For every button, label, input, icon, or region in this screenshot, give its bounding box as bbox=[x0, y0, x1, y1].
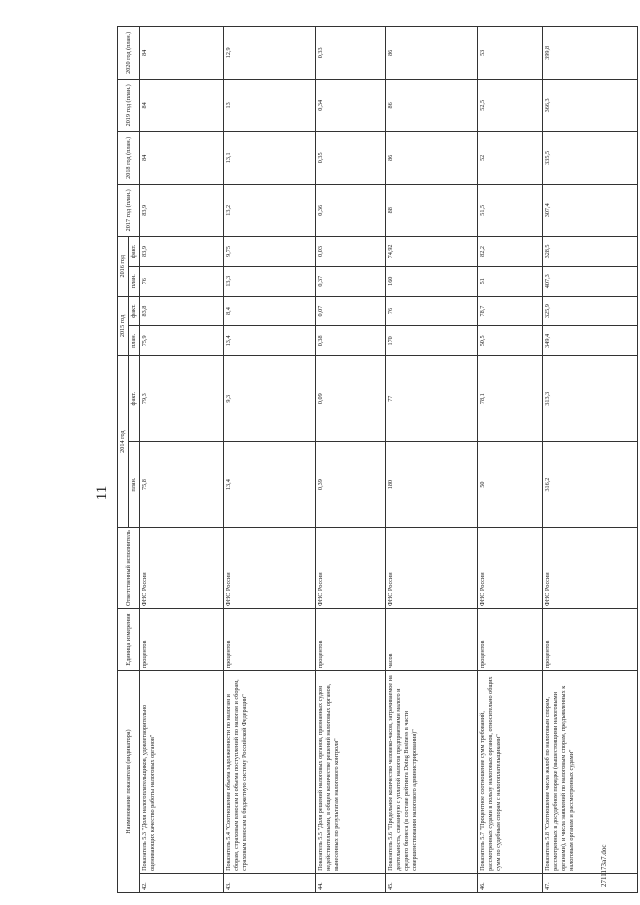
cell-value: 84 bbox=[140, 27, 224, 80]
row-number: 47. bbox=[543, 873, 638, 892]
indicator-name: Показатель 5.7 "Процентное соотношение сумм требований, рассмотренных судами в пользу налоговых органов, относительно общих сумм по судебным спорам с налогоплательщиками" bbox=[478, 671, 543, 874]
header-plan: план. bbox=[129, 266, 140, 296]
cell-value: 170 bbox=[386, 326, 478, 356]
page-number: 11 bbox=[94, 485, 110, 501]
cell-value: 399,8 bbox=[543, 27, 638, 80]
row-number: 45. bbox=[386, 873, 478, 892]
cell-value: 0,09 bbox=[316, 356, 386, 442]
header-2020: 2020 год (план.) bbox=[118, 27, 140, 80]
header-2018: 2018 год (план.) bbox=[118, 132, 140, 184]
row-number: 44. bbox=[316, 873, 386, 892]
cell-value: 82,2 bbox=[478, 237, 543, 267]
cell-value: 160 bbox=[386, 266, 478, 296]
cell-value: 407,3 bbox=[543, 266, 638, 296]
indicator-name: Показатель 5.8 "Соотношение числа жалоб по налоговым спорам, рассмотренных в досудебном порядке (вышестоящими налоговыми органами), и числа заявлений по налоговым спорам, предъявленных к налоговым органам и рассмотренных судами" bbox=[543, 671, 638, 874]
cell-value: 75,9 bbox=[140, 326, 224, 356]
unit-cell: процентов bbox=[224, 609, 316, 671]
cell-value: 88 bbox=[386, 184, 478, 236]
cell-value: 366,3 bbox=[543, 79, 638, 131]
cell-value: 84 bbox=[140, 79, 224, 131]
table-row bbox=[386, 27, 478, 893]
unit-cell: процентов bbox=[543, 609, 638, 671]
cell-value: 0,07 bbox=[316, 296, 386, 326]
cell-value: 52,5 bbox=[478, 79, 543, 131]
cell-value: 316,2 bbox=[543, 442, 638, 528]
cell-value: 180 bbox=[386, 442, 478, 528]
executor-cell: ФНС России bbox=[386, 528, 478, 609]
cell-value: 325,9 bbox=[543, 296, 638, 326]
indicators-table bbox=[117, 26, 638, 893]
cell-value: 84 bbox=[140, 132, 224, 184]
cell-value: 51,5 bbox=[478, 184, 543, 236]
indicator-name: Показатель 5.5 "Доля решений налоговых органов, признанных судом недействительными, в общем количестве решений налоговых органов, вынесенных по результатам налогового контроля" bbox=[316, 671, 386, 874]
table-row bbox=[140, 27, 224, 893]
executor-cell: ФНС России bbox=[478, 528, 543, 609]
cell-value: 86 bbox=[386, 132, 478, 184]
cell-value: 313,3 bbox=[543, 356, 638, 442]
cell-value: 307,4 bbox=[543, 184, 638, 236]
header-2017: 2017 год (план.) bbox=[118, 184, 140, 236]
cell-value: 13,4 bbox=[224, 442, 316, 528]
cell-value: 50 bbox=[478, 442, 543, 528]
cell-value: 13,1 bbox=[224, 132, 316, 184]
table-row bbox=[224, 27, 316, 893]
cell-value: 74,92 bbox=[386, 237, 478, 267]
unit-cell: процентов bbox=[478, 609, 543, 671]
indicator-name: Показатель 5.4 "Соотношение объема задолженности по налогам и сборам, страховым взносам и объема поступлений по налогам и сборам, страховым взносам в бюджетную систему Российской Федерации" bbox=[224, 671, 316, 874]
cell-value: 0,34 bbox=[316, 79, 386, 131]
cell-value: 86 bbox=[386, 79, 478, 131]
cell-value: 8,4 bbox=[224, 296, 316, 326]
cell-value: 0,37 bbox=[316, 266, 386, 296]
cell-value: 12,9 bbox=[224, 27, 316, 80]
header-exec: Ответственный исполнитель bbox=[118, 528, 140, 609]
cell-value: 0,36 bbox=[316, 184, 386, 236]
indicator-name: Показатель 5.6 "Предельное количество человеко-часов, затрачиваемое на деятельность, связанную с уплатой налогов предприятиями малого и среднего бизнеса (в составе рейтинга Doing Business в части совершенствования налогового администрирования)" bbox=[386, 671, 478, 874]
unit-cell: часов bbox=[386, 609, 478, 671]
cell-value: 83,8 bbox=[140, 296, 224, 326]
indicator-name: Показатель 5.3 "Доля налогоплательщиков, удовлетворительно оценивающих качество работы налоговых органов" bbox=[140, 671, 224, 874]
header-fact: факт. bbox=[129, 296, 140, 326]
table-row bbox=[543, 27, 638, 893]
cell-value: 13,4 bbox=[224, 326, 316, 356]
table-row bbox=[316, 27, 386, 893]
row-number: 43. bbox=[224, 873, 316, 892]
executor-cell: ФНС России bbox=[140, 528, 224, 609]
cell-value: 9,3 bbox=[224, 356, 316, 442]
executor-cell: ФНС России bbox=[543, 528, 638, 609]
header-2016: 2016 год bbox=[118, 237, 129, 297]
cell-value: 53 bbox=[478, 27, 543, 80]
header-name: Наименование показателя (индикатора) bbox=[118, 671, 140, 893]
row-number: 42. bbox=[140, 873, 224, 892]
header-unit: Единица измерения bbox=[118, 609, 140, 671]
cell-value: 13 bbox=[224, 79, 316, 131]
header-fact: факт. bbox=[129, 237, 140, 267]
header-2015: 2015 год bbox=[118, 296, 129, 356]
cell-value: 51 bbox=[478, 266, 543, 296]
cell-value: 349,4 bbox=[543, 326, 638, 356]
executor-cell: ФНС России bbox=[224, 528, 316, 609]
cell-value: 328,5 bbox=[543, 237, 638, 267]
cell-value: 86 bbox=[386, 27, 478, 80]
cell-value: 83,9 bbox=[140, 237, 224, 267]
cell-value: 0,03 bbox=[316, 237, 386, 267]
header-fact: факт. bbox=[129, 356, 140, 442]
table-row bbox=[478, 27, 543, 893]
header-2014: 2014 год bbox=[118, 356, 129, 528]
cell-value: 52 bbox=[478, 132, 543, 184]
cell-value: 0,35 bbox=[316, 132, 386, 184]
row-number: 46. bbox=[478, 873, 543, 892]
executor-cell: ФНС России bbox=[316, 528, 386, 609]
cell-value: 0,39 bbox=[316, 442, 386, 528]
cell-value: 9,75 bbox=[224, 237, 316, 267]
cell-value: 79,3 bbox=[140, 356, 224, 442]
footer-filename: 2711173a7.doc bbox=[600, 844, 608, 887]
cell-value: 78,1 bbox=[478, 356, 543, 442]
unit-cell: процентов bbox=[140, 609, 224, 671]
header-2019: 2019 год (план.) bbox=[118, 79, 140, 131]
cell-value: 50,5 bbox=[478, 326, 543, 356]
cell-value: 76 bbox=[386, 296, 478, 326]
cell-value: 0,33 bbox=[316, 27, 386, 80]
unit-cell: процентов bbox=[316, 609, 386, 671]
cell-value: 78,7 bbox=[478, 296, 543, 326]
cell-value: 13,3 bbox=[224, 266, 316, 296]
cell-value: 77 bbox=[386, 356, 478, 442]
cell-value: 75,8 bbox=[140, 442, 224, 528]
cell-value: 76 bbox=[140, 266, 224, 296]
cell-value: 335,5 bbox=[543, 132, 638, 184]
cell-value: 83,9 bbox=[140, 184, 224, 236]
cell-value: 13,2 bbox=[224, 184, 316, 236]
header-plan: план. bbox=[129, 326, 140, 356]
cell-value: 0,38 bbox=[316, 326, 386, 356]
header-plan: план. bbox=[129, 442, 140, 528]
